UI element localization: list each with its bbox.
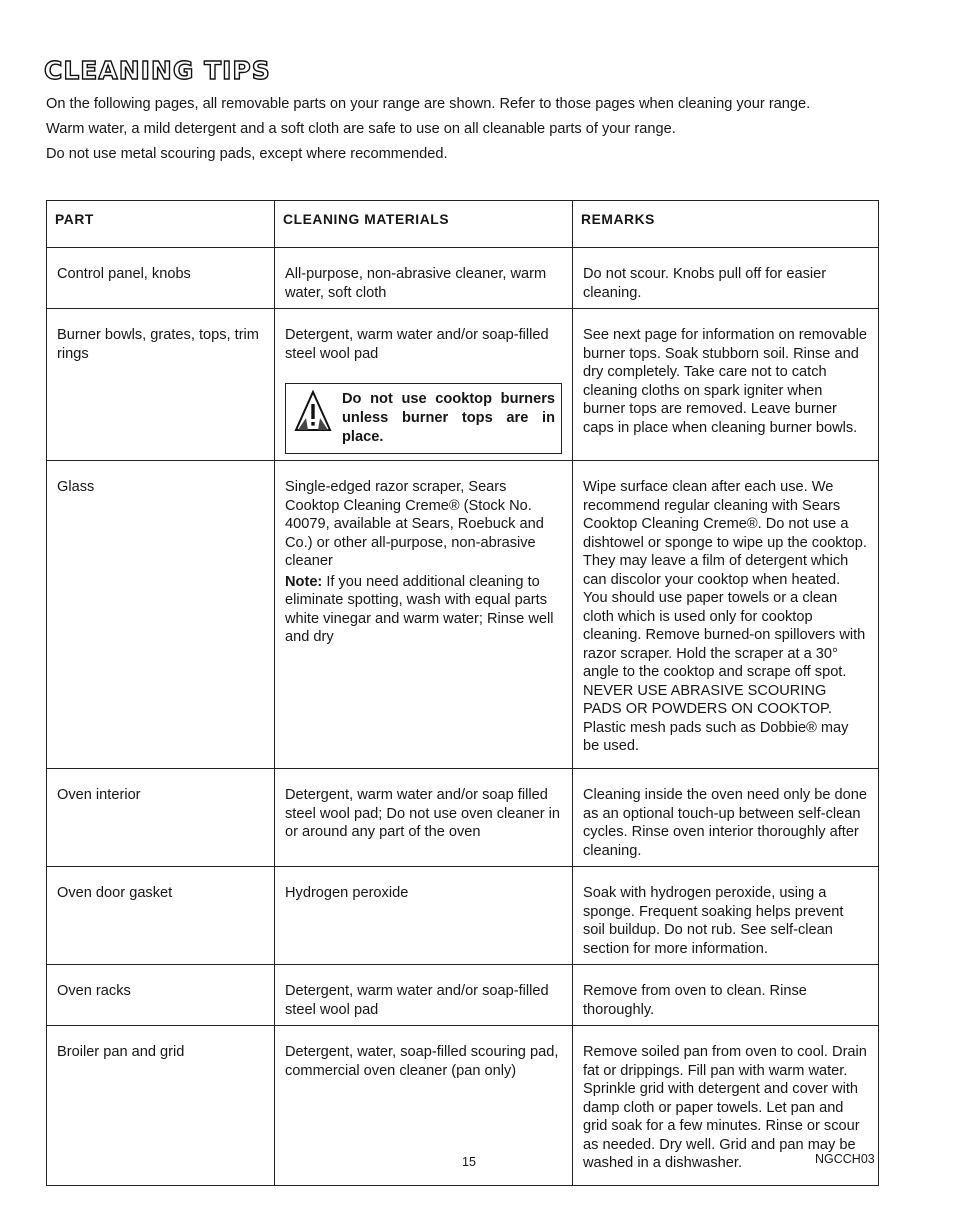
materials-cell: Detergent, warm water and/or soap filled steel wool pad; Do not use oven cleaner in or around any part of the oven [275,769,573,867]
cleaning-tips-table [46,200,879,1186]
remarks-cell: Cleaning inside the oven need only be done as an optional touch-up between self-clean cycles. Rinse oven interior thoroughly after cleaning. [573,769,879,867]
warning-text: Do not use cooktop burners unless burner tops are in place. [342,391,555,445]
materials-text: Detergent, warm water and/or soap-filled steel wool pad [285,327,549,362]
part-cell: Burner bowls, grates, tops, trim rings [47,309,275,461]
note-text [285,573,562,647]
table-row [47,461,879,769]
materials-text: Single-edged razor scraper, Sears Cooktop Cleaning Creme® (Stock No. 40079, available at Sears, Roebuck and Co.) or other all-purpose, non-abrasive cleaner [285,479,544,569]
part-cell: Oven racks [47,965,275,1026]
intro-line: Do not use metal scouring pads, except where recommended. [46,146,448,162]
table-row [47,309,879,461]
remarks-cell: Remove soiled pan from oven to cool. Drain fat or drippings. Fill pan with warm water. Sprinkle grid with detergent and cover with damp cloth or paper towels. Let pan and grid soak for a few minutes. Rinse or scour as needed. Dry well. Grid and pan may be washed in a dishwasher. [573,1026,879,1186]
materials-cell [275,461,573,769]
page-number: 15 [462,1155,476,1169]
intro-text [46,92,906,167]
note-body: If you need additional cleaning to eliminate spotting, wash with equal parts white vinegar and warm water; Rinse well and dry [285,573,554,645]
materials-cell: All-purpose, non-abrasive cleaner, warm water, soft cloth [275,248,573,309]
table-header-row [47,201,879,248]
part-cell: Control panel, knobs [47,248,275,309]
part-cell: Oven interior [47,769,275,867]
intro-line: On the following pages, all removable parts on your range are shown. Refer to those pages when cleaning your range. [46,96,811,112]
intro-line: Warm water, a mild detergent and a soft cloth are safe to use on all cleanable parts of your range. [46,121,676,137]
header-part: PART [47,201,275,248]
remarks-cell: Wipe surface clean after each use. We recommend regular cleaning with Sears Cooktop Cleaning Creme®. Do not use a dishtowel or sponge to wipe up the cooktop. They may leave a film of detergent which can discolor your cooktop when heated. You should use paper towels or a clean cloth which is used only for cooktop cleaning. Remove burned-on spillovers with razor scraper. Hold the scraper at a 30° angle to the cooktop and scrape off spot. NEVER USE ABRASIVE SCOURING PADS OR POWDERS ON COOKTOP. Plastic mesh pads such as Dobbie® may be used. [573,461,879,769]
warning-triangle-icon [294,390,332,434]
header-cleaning-materials: CLEANING MATERIALS [275,201,573,248]
table-row [47,867,879,965]
remarks-cell: See next page for information on removable burner tops. Soak stubborn soil. Rinse and dry completely. Take care not to catch cleaning cloths on spark igniter when burner tops are removed. Leave burner caps in place when cleaning burner bowls. [573,309,879,461]
remarks-cell: Soak with hydrogen peroxide, using a sponge. Frequent soaking helps prevent soil buildup. Do not rub. See self-clean section for more information. [573,867,879,965]
table-row [47,248,879,309]
header-remarks: REMARKS [573,201,879,248]
materials-cell: Detergent, warm water and/or soap-filled steel wool pad [275,965,573,1026]
materials-cell: Hydrogen peroxide [275,867,573,965]
part-cell: Oven door gasket [47,867,275,965]
note-label: Note: [285,573,323,590]
document-code: NGCCH03 [815,1152,875,1166]
page-title: CLEANING TIPS [44,56,271,85]
warning-box [285,383,562,454]
remarks-cell: Remove from oven to clean. Rinse thoroughly. [573,965,879,1026]
materials-cell [275,309,573,461]
remarks-cell: Do not scour. Knobs pull off for easier cleaning. [573,248,879,309]
table-row [47,965,879,1026]
materials-cell: Detergent, water, soap-filled scouring pad, commercial oven cleaner (pan only) [275,1026,573,1186]
part-cell: Broiler pan and grid [47,1026,275,1186]
part-cell: Glass [47,461,275,769]
table-row [47,769,879,867]
